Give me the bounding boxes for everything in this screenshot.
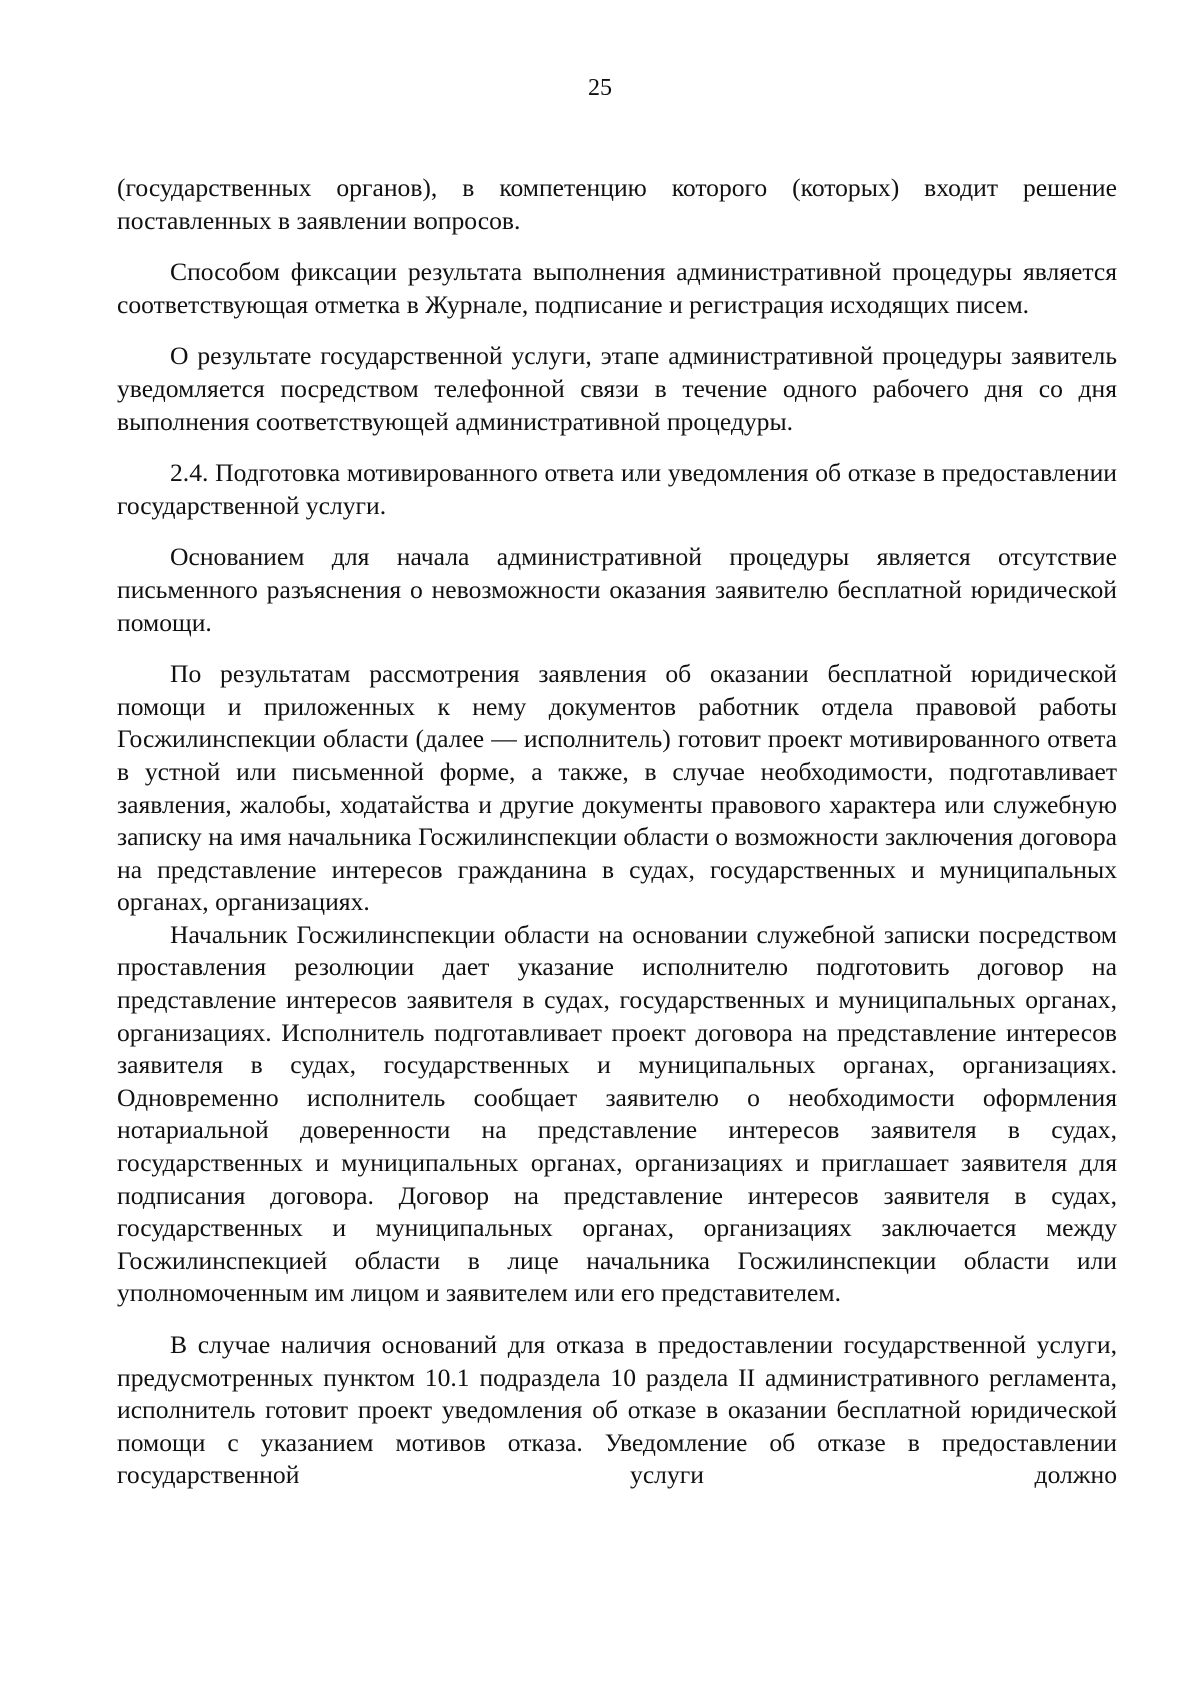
paragraph-refusal: В случае наличия оснований для отказа в предоставлении государственной услуги, предусмотренных пунктом 10.1 подраздела 10 раздела II административного регламента, исполнитель готовит проект уведомления об отказе в оказании бесплатной юридической помощи с указанием мотивов отказа. Уведомление об отказе в предоставлении государственной услуги должно (117, 1330, 1117, 1490)
paragraph-continuation: (государственных органов), в компетенцию которого (которых) входит решение поставленных в заявлении вопросов. (117, 173, 1117, 235)
paragraph-chief-instruction: Начальник Госжилинспекции области на основании служебной записки посредством проставления резолюции дает указание исполнителю подготовить договор на представление интересов заявителя в судах, государственных и муниципальных органах, организациях. Исполнитель подготавливает проект договора на представление интересов заявителя в судах, государственных и муниципальных органах, организациях. Одновременно исполнитель сообщает заявителю о необходимости оформления нотариальной доверенности на представление интересов заявителя в судах, государственных и муниципальных органах, организациях и приглашает заявителя для подписания договора. Договор на представление интересов заявителя в судах, государственных и муниципальных органах, организациях заключается между Госжилинспекцией области в лице начальника Госжилинспекции области или уполномоченным им лицом и заявителем или его представителем. (117, 919, 1117, 1308)
paragraph-notification: О результате государственной услуги, этапе административной процедуры заявитель уведомляется посредством телефонной связи в течение одного рабочего дня со дня выполнения соответствующей административной процедуры. (117, 341, 1117, 436)
paragraph-fixation-method: Способом фиксации результата выполнения административной процедуры является соответствующая отметка в Журнале, подписание и регистрация исходящих писем. (117, 257, 1117, 319)
paragraph-review-results: По результатам рассмотрения заявления об оказании бесплатной юридической помощи и приложенных к нему документов работник отдела правовой работы Госжилинспекции области (далее — исполнитель) готовит проект мотивированного ответа в устной или письменной форме, а также, в случае необходимости, подготавливает заявления, жалобы, ходатайства и другие документы правового характера или служебную записку на имя начальника Госжилинспекции области о возможности заключения договора на представление интересов гражданина в судах, государственных и муниципальных органах, организациях. (117, 659, 1117, 917)
section-heading-2-4: 2.4. Подготовка мотивированного ответа или уведомления об отказе в предоставлении государственной услуги. (117, 458, 1117, 520)
paragraph-grounds: Основанием для начала административной процедуры является отсутствие письменного разъяснения о невозможности оказания заявителю бесплатной юридической помощи. (117, 542, 1117, 637)
document-body (117, 172, 1117, 1492)
page-number: 25 (588, 75, 612, 101)
